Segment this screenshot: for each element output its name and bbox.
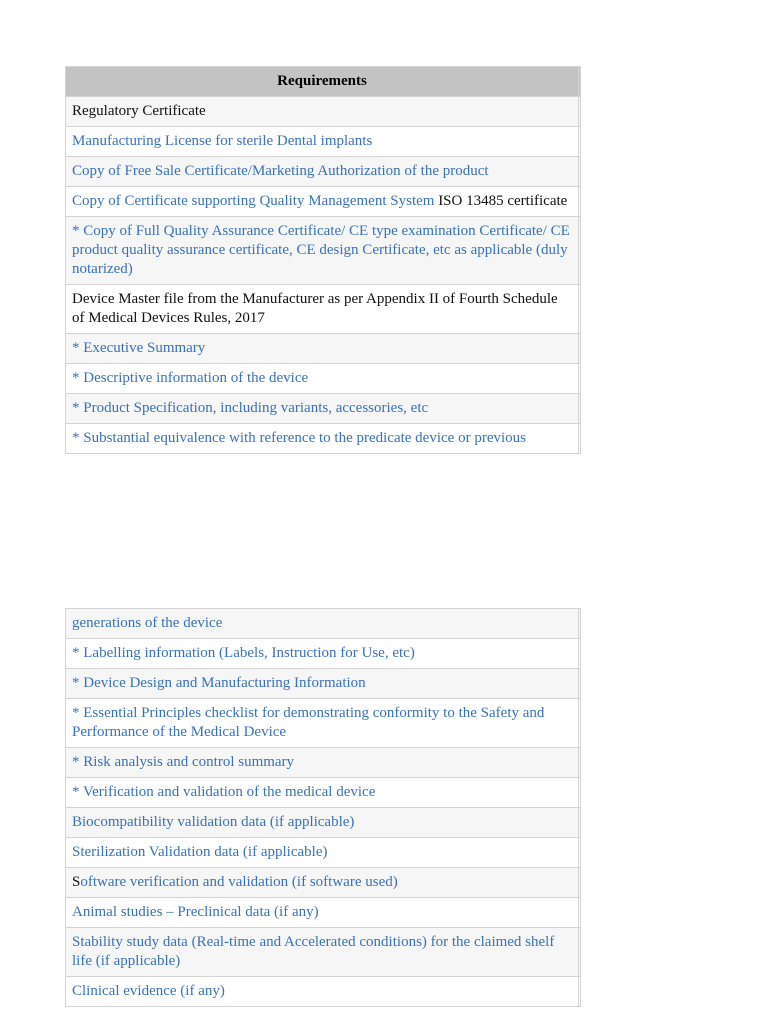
table-row (66, 868, 581, 898)
requirement-text: S (72, 874, 81, 890)
table-row (66, 699, 581, 748)
side-column-cell (579, 977, 581, 1007)
side-column-cell (579, 838, 581, 868)
requirement-link-text[interactable]: Animal studies – Preclinical data (if any) (72, 904, 319, 920)
requirement-link-text[interactable]: * Descriptive information of the device (72, 370, 309, 386)
requirement-link-text[interactable]: Manufacturing License for sterile Dental implants (72, 133, 373, 149)
requirement-cell (66, 977, 579, 1007)
table-row (66, 285, 581, 334)
requirement-text: Regulatory Certificate (72, 103, 206, 119)
requirement-cell (66, 838, 579, 868)
requirement-link-text[interactable]: Biocompatibility validation data (if applicable) (72, 814, 355, 830)
requirement-link-text[interactable]: oftware verification and validation (if software used) (80, 874, 398, 890)
side-column-cell (579, 187, 581, 217)
requirement-link-text[interactable]: * Risk analysis and control summary (72, 754, 295, 770)
table-row (66, 928, 581, 977)
table-header-row (66, 67, 581, 97)
requirement-cell (66, 424, 579, 454)
requirement-link-text[interactable]: Copy of Free Sale Certificate/Marketing Authorization of the product (72, 163, 489, 179)
table-row (66, 217, 581, 285)
side-column-cell (579, 669, 581, 699)
table-row (66, 97, 581, 127)
side-column-cell (579, 898, 581, 928)
side-column-cell (579, 639, 581, 669)
requirement-link-text[interactable]: * Verification and validation of the medical device (72, 784, 376, 800)
side-column-cell (579, 868, 581, 898)
requirement-link-text[interactable]: generations of the device (72, 615, 223, 631)
requirement-cell (66, 699, 579, 748)
side-column-header (579, 67, 581, 97)
requirement-link-text[interactable]: Stability study data (Real-time and Accelerated conditions) for the claimed shelf life (if applicable) (72, 934, 555, 969)
side-column-cell (579, 808, 581, 838)
side-column-cell (579, 285, 581, 334)
side-column-cell (579, 127, 581, 157)
table-row (66, 187, 581, 217)
requirement-link-text[interactable]: * Executive Summary (72, 340, 206, 356)
side-column-cell (579, 364, 581, 394)
requirement-cell (66, 127, 579, 157)
table-row (66, 639, 581, 669)
requirement-link-text[interactable]: * Essential Principles checklist for demonstrating conformity to the Safety and Performance of the Medical Device (72, 705, 545, 740)
requirement-link-text[interactable]: * Substantial equivalence with reference to the predicate device or previous (72, 430, 526, 446)
requirements-header: Requirements (66, 67, 579, 97)
requirement-link-text[interactable]: * Device Design and Manufacturing Information (72, 675, 366, 691)
requirement-cell (66, 639, 579, 669)
side-column-cell (579, 394, 581, 424)
side-column-cell (579, 748, 581, 778)
requirement-cell (66, 898, 579, 928)
requirement-cell (66, 334, 579, 364)
requirements-table-part-1 (65, 66, 581, 454)
requirement-cell (66, 808, 579, 838)
requirement-cell (66, 609, 579, 639)
side-column-cell (579, 157, 581, 187)
requirement-cell (66, 97, 579, 127)
side-column-cell (579, 778, 581, 808)
side-column-cell (579, 424, 581, 454)
table-row (66, 424, 581, 454)
requirement-cell (66, 364, 579, 394)
requirement-cell (66, 748, 579, 778)
requirement-cell (66, 285, 579, 334)
table-row (66, 364, 581, 394)
table-row (66, 394, 581, 424)
requirement-text: ISO 13485 certificate (434, 193, 568, 209)
side-column-cell (579, 928, 581, 977)
requirement-cell (66, 669, 579, 699)
table-row (66, 808, 581, 838)
table-row (66, 334, 581, 364)
requirement-cell (66, 187, 579, 217)
table-row (66, 778, 581, 808)
requirement-link-text[interactable]: * Copy of Full Quality Assurance Certificate/ CE type examination Certificate/ CE product quality assurance certificate, CE design Certificate, etc as applicable (duly notarized) (72, 223, 570, 277)
side-column-cell (579, 217, 581, 285)
requirement-cell (66, 778, 579, 808)
table-row (66, 838, 581, 868)
table-row (66, 898, 581, 928)
requirement-link-text[interactable]: Copy of Certificate supporting Quality Management System (72, 193, 435, 209)
table-row (66, 977, 581, 1007)
side-column-cell (579, 609, 581, 639)
requirement-link-text[interactable]: Sterilization Validation data (if applicable) (72, 844, 328, 860)
side-column-cell (579, 699, 581, 748)
requirements-table-part-2 (65, 608, 581, 1007)
requirement-link-text[interactable]: * Product Specification, including variants, accessories, etc (72, 400, 429, 416)
requirement-cell (66, 928, 579, 977)
table-row (66, 127, 581, 157)
side-column-cell (579, 97, 581, 127)
requirement-cell (66, 217, 579, 285)
requirement-text: Device Master file from the Manufacturer as per Appendix II of Fourth Schedule of Medical Devices Rules, 2017 (72, 291, 558, 326)
requirement-cell (66, 868, 579, 898)
requirement-link-text[interactable]: * Labelling information (Labels, Instruction for Use, etc) (72, 645, 415, 661)
table-row (66, 157, 581, 187)
requirement-cell (66, 394, 579, 424)
requirement-link-text[interactable]: Clinical evidence (if any) (72, 983, 225, 999)
table-row (66, 748, 581, 778)
table-row (66, 609, 581, 639)
table-row (66, 669, 581, 699)
side-column-cell (579, 334, 581, 364)
requirement-cell (66, 157, 579, 187)
